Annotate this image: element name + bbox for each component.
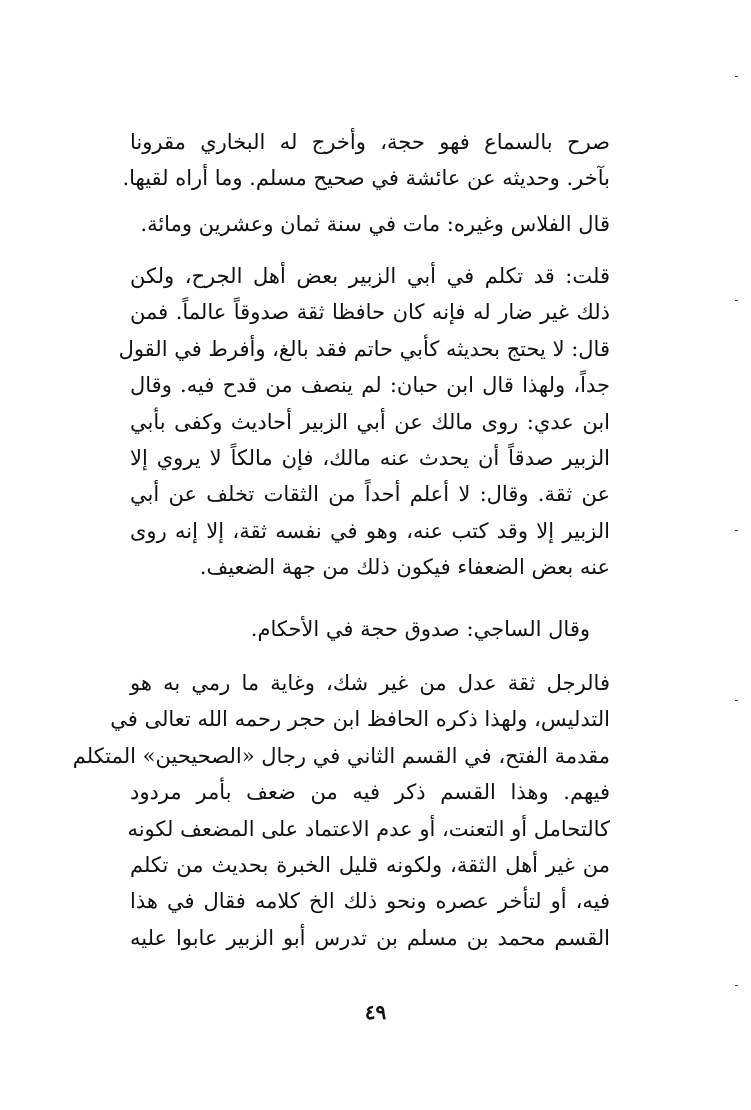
margin-mark	[735, 530, 738, 531]
text-line: الزبير صدقاً أن يحدث عنه مالك، فإن مالكاً لا يروي إلا	[130, 446, 610, 471]
text-line: قال: لا يحتج بحديثه كأبي حاتم فقد بالغ، وأفرط في القول	[118, 336, 610, 361]
paragraph-2	[130, 206, 610, 242]
text-line: عن ثقة. وقال: لا أعلم أحداً من الثقات تخلف عن أبي	[130, 482, 610, 507]
margin-mark	[735, 700, 738, 701]
text-line: من غير أهل الثقة، ولكونه قليل الخبرة بحديث من تكلم	[130, 853, 610, 878]
text-line: صرح بالسماع فهو حجة، وأخرج له البخاري مقرونا	[130, 130, 610, 154]
text-line: الزبير إلا وقد كتب عنه، وهو في نفسه ثقة، إلا إنه روى	[130, 518, 610, 543]
text-line: القسم محمد بن مسلم بن تدرس أبو الزبير عابوا عليه	[130, 925, 610, 950]
margin-mark	[735, 76, 738, 77]
text-line: ذلك غير ضار له فإنه كان حافظا ثقة صدوقاً عالماً. فمن	[130, 300, 610, 325]
margin-mark	[735, 300, 738, 301]
text-line: ابن عدي: روى مالك عن أبي الزبير أحاديث وكفى بأبي	[130, 409, 610, 434]
page-number: ٤٩	[364, 1000, 387, 1024]
paragraph-3	[118, 258, 610, 586]
margin-mark	[735, 985, 738, 986]
text-line: عنه بعض الضعفاء فيكون ذلك من جهة الضعيف.	[199, 555, 610, 580]
paragraph-5	[72, 665, 610, 956]
text-line: قال الفلاس وغيره: مات في سنة ثمان وعشرين ومائة.	[140, 212, 610, 236]
paragraph-1	[122, 124, 610, 197]
text-line: التدليس، ولهذا ذكره الحافظ ابن حجر رحمه الله تعالى في	[110, 707, 610, 732]
paragraph-4	[130, 611, 610, 647]
text-line: كالتحامل أو التعنت، أو عدم الاعتماد على المضعف لكونه	[127, 816, 610, 841]
text-line: فيهم. وهذا القسم ذكر فيه من ضعف بأمر مردود	[130, 780, 610, 805]
text-line: وقال الساجي: صدوق حجة في الأحكام.	[250, 617, 590, 641]
text-line: بآخر. وحديثه عن عائشة في صحيح مسلم. وما أراه لقيها.	[122, 166, 610, 191]
text-line: جداً، ولهذا قال ابن حبان: لم ينصف من قدح فيه. وقال	[130, 373, 610, 398]
text-line: فيه، أو لتأخر عصره ونحو ذلك الخ كلامه فقال في هذا	[130, 889, 610, 914]
text-line: قلت: قد تكلم في أبي الزبير بعض أهل الجرح، ولكن	[130, 264, 610, 288]
text-line: مقدمة الفتح، في القسم الثاني في رجال «الصحيحين» المتكلم	[72, 743, 610, 768]
text-line: فالرجل ثقة عدل من غير شك، وغاية ما رمي به هو	[130, 671, 610, 695]
